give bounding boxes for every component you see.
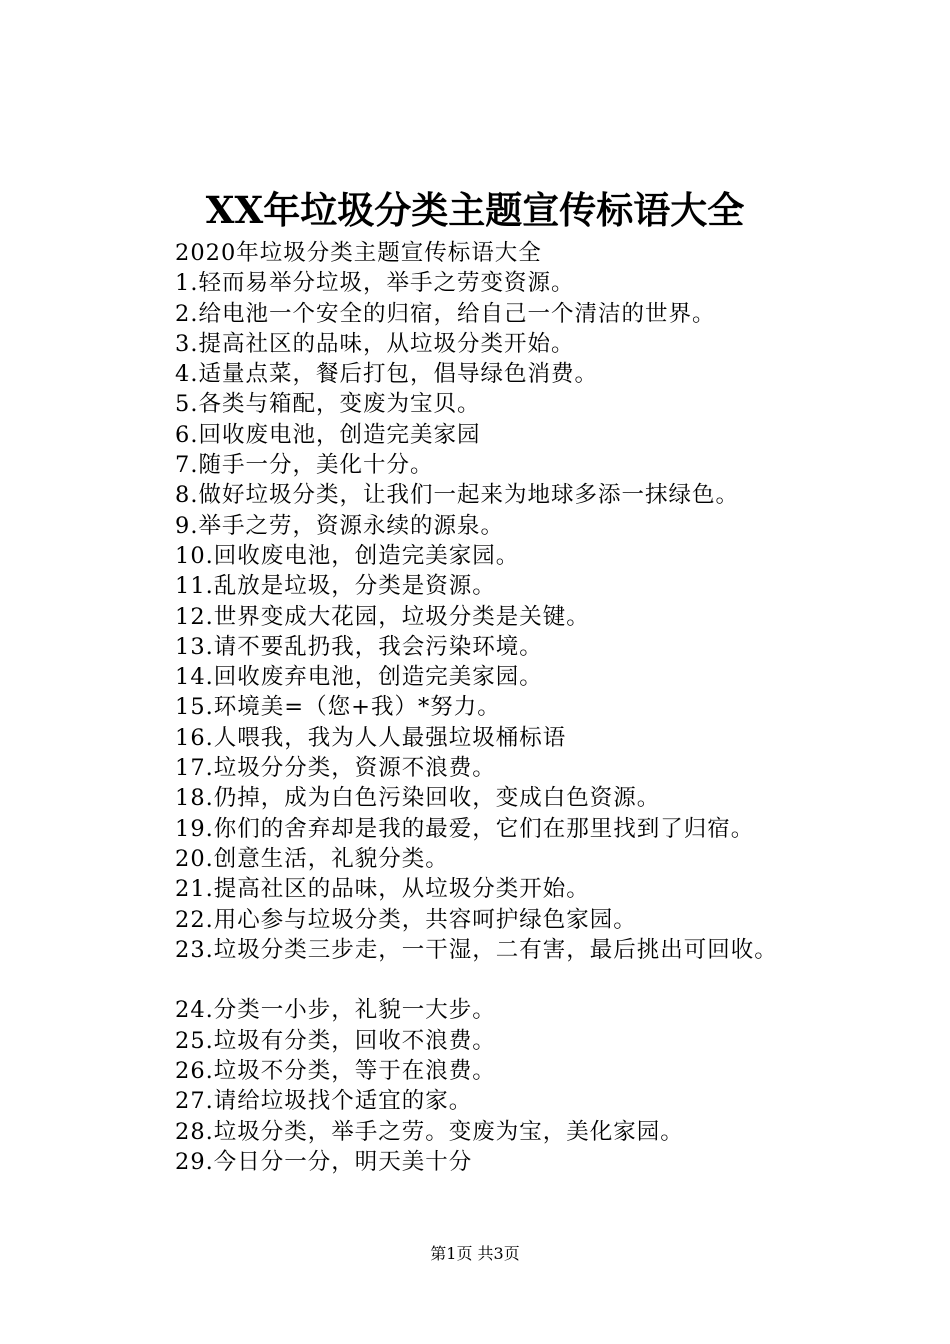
slogan-item: 9.举手之劳，资源永续的源泉。 bbox=[175, 512, 504, 539]
slogan-item: 11.乱放是垃圾，分类是资源。 bbox=[175, 573, 496, 600]
slogan-item: 29.今日分一分，明天美十分 bbox=[175, 1148, 473, 1175]
slogan-item: 10.回收废电池，创造完美家园。 bbox=[175, 542, 520, 569]
slogan-item: 24.分类一小步，礼貌一大步。 bbox=[175, 997, 496, 1024]
slogan-item: 15.环境美=（您+我）*努力。 bbox=[175, 694, 501, 721]
slogan-item: 16.人喂我，我为人人最强垃圾桶标语 bbox=[175, 724, 567, 751]
slogan-item: 23.垃圾分类三步走，一干湿，二有害，最后挑出可回收。 bbox=[175, 936, 778, 963]
slogan-item: 7.随手一分，美化十分。 bbox=[175, 452, 434, 479]
slogan-item: 8.做好垃圾分类，让我们一起来为地球多添一抹绿色。 bbox=[175, 482, 739, 509]
slogan-item: 14.回收废弃电池，创造完美家园。 bbox=[175, 664, 543, 691]
slogan-item: 26.垃圾不分类，等于在浪费。 bbox=[175, 1058, 496, 1085]
blank-line bbox=[175, 965, 895, 995]
slogan-item: 17.垃圾分分类，资源不浪费。 bbox=[175, 755, 496, 782]
slogan-item: 1.轻而易举分垃圾，举手之劳变资源。 bbox=[175, 270, 575, 297]
document-title: XX年垃圾分类主题宣传标语大全 bbox=[205, 188, 745, 232]
slogan-item: 21.提高社区的品味，从垃圾分类开始。 bbox=[175, 876, 590, 903]
slogan-item: 22.用心参与垃圾分类，共容呵护绿色家园。 bbox=[175, 906, 637, 933]
slogan-item: 3.提高社区的品味，从垃圾分类开始。 bbox=[175, 330, 575, 357]
slogan-item: 25.垃圾有分类，回收不浪费。 bbox=[175, 1027, 496, 1054]
document-subtitle: 2020年垃圾分类主题宣传标语大全 bbox=[175, 240, 542, 266]
slogan-item: 5.各类与箱配，变废为宝贝。 bbox=[175, 391, 481, 418]
slogan-item: 19.你们的舍弃却是我的最爱，它们在那里找到了归宿。 bbox=[175, 815, 755, 842]
document-body bbox=[175, 238, 895, 1177]
slogan-item: 2.给电池一个安全的归宿，给自己一个清洁的世界。 bbox=[175, 300, 716, 327]
slogan-item: 20.创意生活，礼貌分类。 bbox=[175, 845, 449, 872]
slogan-item: 28.垃圾分类，举手之劳。变废为宝，美化家园。 bbox=[175, 1118, 684, 1145]
slogan-item: 4.适量点菜，餐后打包，倡导绿色消费。 bbox=[175, 361, 598, 388]
slogan-item: 12.世界变成大花园，垃圾分类是关键。 bbox=[175, 603, 590, 630]
slogan-item: 27.请给垃圾找个适宜的家。 bbox=[175, 1088, 473, 1115]
slogan-item: 6.回收废电池，创造完美家园 bbox=[175, 421, 481, 448]
slogan-item: 13.请不要乱扔我，我会污染环境。 bbox=[175, 633, 543, 660]
slogan-item: 18.仍掉，成为白色污染回收，变成白色资源。 bbox=[175, 785, 661, 812]
page-number-footer: 第1页 共3页 bbox=[430, 1244, 520, 1263]
